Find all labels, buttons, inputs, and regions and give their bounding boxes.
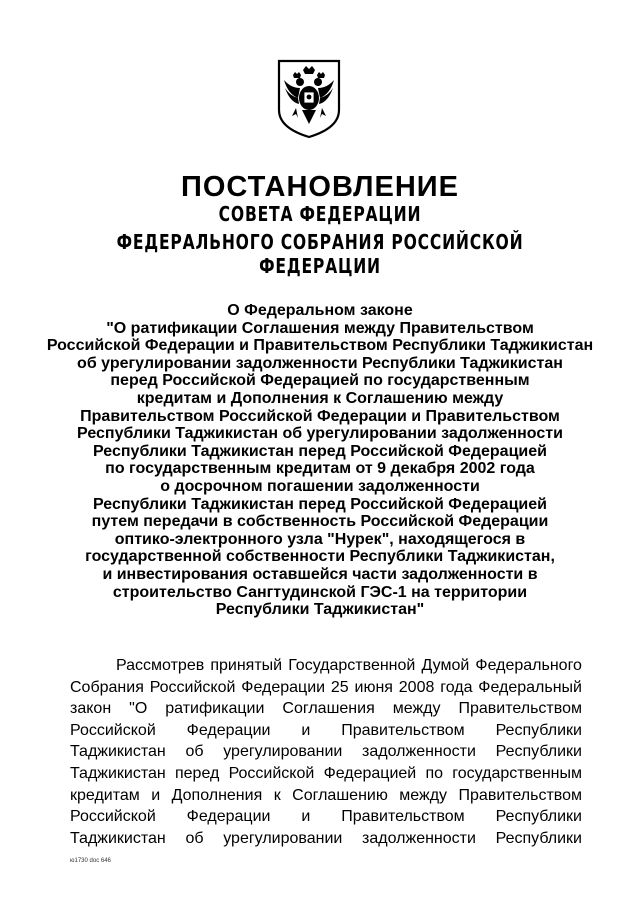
body-word: Собрания: [70, 678, 144, 696]
body-word: Правительством: [341, 808, 465, 826]
body-line: [70, 677, 582, 699]
issuer-line-2: ФЕДЕРАЛЬНОГО СОБРАНИЯ РОССИЙСКОЙ ФЕДЕРАЦИИ: [116, 230, 524, 278]
body-word: Республики: [495, 721, 582, 739]
body-line: [70, 806, 582, 828]
body-word: Российской: [70, 808, 156, 826]
body-line: [70, 698, 582, 720]
document-title: ПОСТАНОВЛЕНИЕ: [181, 171, 459, 203]
body-word: между: [392, 700, 441, 718]
law-title-line: о досрочном погашении задолженности: [160, 477, 480, 495]
body-paragraph: [70, 655, 582, 849]
body-line: [70, 828, 582, 850]
body-word: 2008: [398, 678, 435, 696]
law-title-line: Республики Таджикистан об урегулировании задолженности: [77, 425, 563, 443]
body-word: Федерации: [186, 808, 271, 826]
body-word: Республики: [495, 808, 582, 826]
body-word: урегулировании: [223, 743, 343, 761]
body-word: Таджикистан: [70, 829, 166, 847]
body-word: урегулировании: [223, 829, 343, 847]
body-word: задолженности: [362, 829, 476, 847]
body-word: между: [399, 786, 448, 804]
body-line: [70, 741, 582, 763]
body-word: кредитам: [70, 786, 140, 804]
body-word: Федерального: [475, 657, 582, 674]
body-word: июня: [354, 678, 393, 696]
body-line: [70, 763, 582, 785]
body-line: [70, 720, 582, 742]
body-word: об: [185, 829, 204, 847]
body-word: Соглашению: [292, 786, 388, 804]
body-word: Государственной: [288, 657, 416, 674]
body-word: перед: [174, 764, 220, 782]
body-word: принятый: [210, 657, 283, 674]
law-title-line: "О ратификации Соглашения между Правительством: [106, 319, 534, 337]
law-title-line: Правительством Российской Федерации и Правительством: [80, 407, 560, 425]
body-line: [70, 655, 582, 677]
law-title-line: об урегулировании задолженности Республики Таджикистан: [77, 354, 563, 372]
body-word: Правительством: [458, 786, 582, 804]
body-word: Федерации: [241, 678, 326, 696]
footer-code: ю1730 doc 646: [70, 858, 111, 864]
law-title-line: Республики Таджикистан перед Российской Федерацией: [93, 442, 547, 460]
issuer-line-1: СОВЕТА ФЕДЕРАЦИИ: [218, 202, 422, 226]
body-word: Соглашения: [282, 700, 375, 718]
body-word: Федерации: [186, 721, 271, 739]
body-word: Федеральный: [478, 678, 582, 696]
law-title-line: О Федеральном законе: [227, 302, 413, 319]
body-word: Федерацией: [323, 764, 417, 782]
body-word: "О: [129, 700, 148, 718]
body-word: Республики: [495, 743, 582, 761]
body-word: об: [185, 743, 204, 761]
law-title-line: строительство Сангтудинской ГЭС-1 на территории: [112, 583, 528, 601]
body-word: к: [273, 786, 281, 804]
coat-of-arms-icon: [276, 58, 342, 140]
law-title-line: путем передачи в собственность Российской Федерации: [91, 513, 549, 531]
body-word: и: [301, 721, 311, 739]
body-word: ратификации: [165, 700, 265, 718]
law-title-line: Республики Таджикистан перед Российской Федерацией: [93, 495, 547, 513]
body-word: Республики: [495, 829, 582, 847]
body-word: года: [440, 678, 473, 696]
law-title-line: перед Российской Федерацией по государственным: [110, 372, 530, 390]
law-title-block: [40, 302, 600, 619]
body-word: Дополнения: [171, 786, 263, 804]
body-word: Таджикистан: [70, 764, 166, 782]
law-title-line: и инвестирования оставшейся части задолженности в: [102, 565, 538, 583]
body-word: Российской: [70, 721, 156, 739]
law-title-line: Российской Федерации и Правительством Республики Таджикистан: [46, 337, 594, 355]
body-line: [70, 785, 582, 807]
body-word: Российской: [149, 678, 236, 696]
body-word: Российской: [228, 764, 315, 782]
body-word: государственным: [452, 764, 582, 782]
law-title-line: кредитам и Дополнения к Соглашению между: [136, 389, 504, 407]
body-word: Думой: [421, 657, 470, 674]
law-title-line: оптико-электронного узла "Нурек", находящегося в: [114, 530, 526, 548]
body-word: Таджикистан: [70, 743, 166, 761]
body-word: Правительством: [341, 721, 465, 739]
body-word: задолженности: [362, 743, 476, 761]
law-title-line: по государственным кредитам от 9 декабря 2002 года: [105, 460, 535, 478]
body-word: и: [301, 808, 311, 826]
body-word: 25: [330, 678, 349, 696]
law-title-line: Республики Таджикистан": [215, 601, 425, 619]
body-word: Правительством: [458, 700, 582, 718]
body-word: по: [425, 764, 444, 782]
body-word: закон: [70, 700, 112, 718]
body-word: и: [151, 786, 161, 804]
body-word: Рассмотрев: [116, 657, 205, 674]
law-title-line: государственной собственности Республики Таджикистан,: [85, 548, 555, 566]
